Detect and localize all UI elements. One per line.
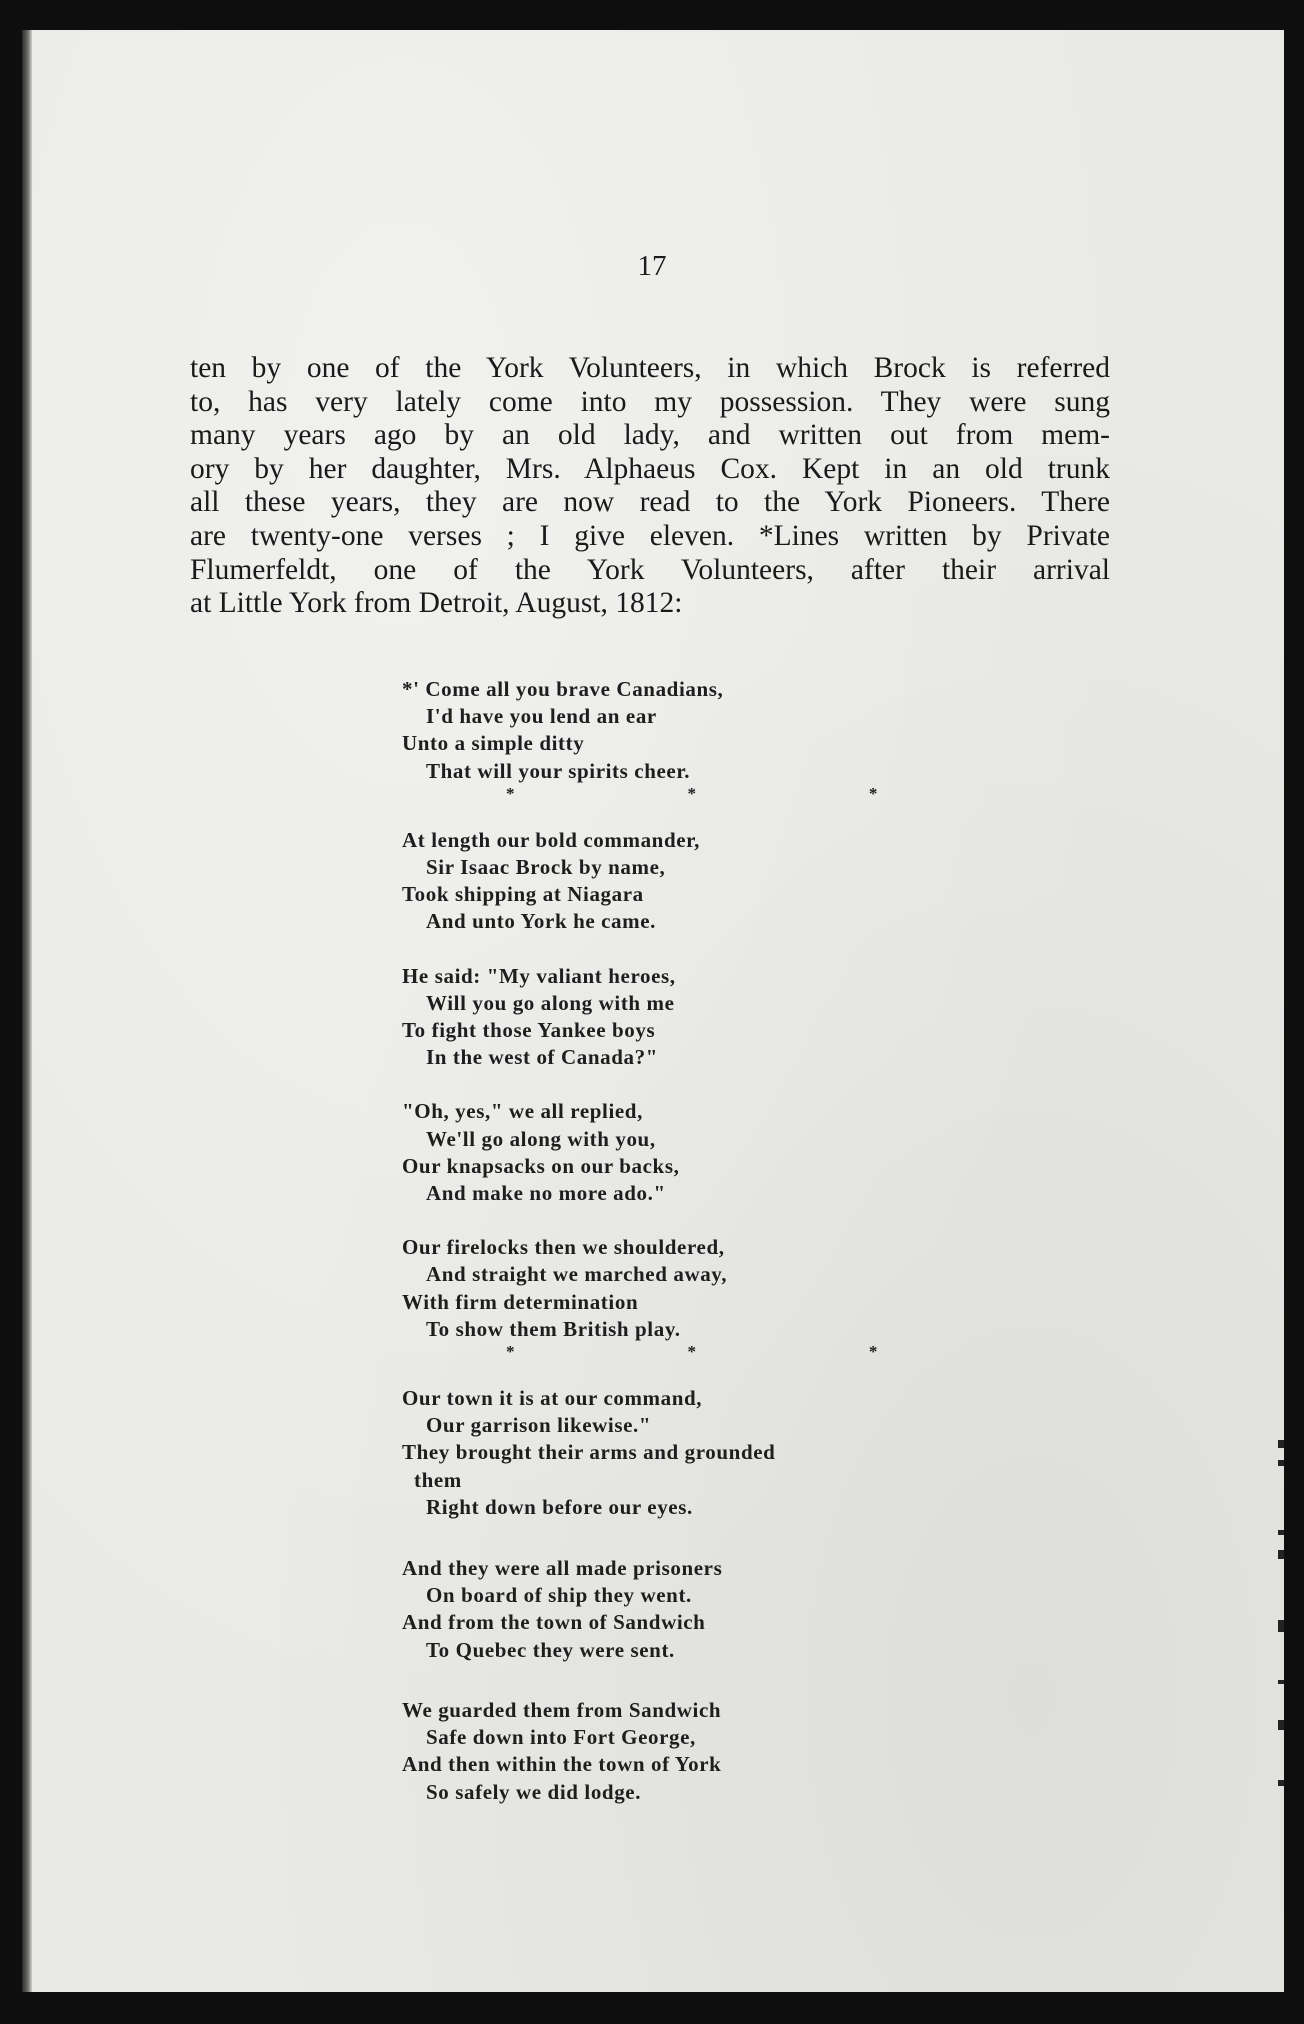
poem-line: That will your spirits cheer. <box>426 758 691 783</box>
poem-line: And they were all made prisoners <box>402 1556 723 1581</box>
poem-line: So safely we did lodge. <box>426 1779 642 1804</box>
poem-line: Our firelocks then we shouldered, <box>402 1235 725 1260</box>
page-number: 17 <box>637 250 667 282</box>
poem-line: them <box>414 1467 462 1492</box>
prose-line: at Little York from Detroit, August, 1812: <box>190 587 683 620</box>
stanza-break-asterisks <box>402 783 878 805</box>
poem-line: And then within the town of York <box>402 1752 722 1777</box>
poem-line: And from the town of Sandwich <box>402 1610 706 1635</box>
prose-line: all these years, they are now read to the York Pioneers. There <box>190 486 1110 519</box>
poem <box>402 676 922 1833</box>
poem-stanza <box>402 1385 922 1521</box>
poem-line: To show them British play. <box>426 1316 681 1341</box>
prose-line: many years ago by an old lady, and written out from mem- <box>190 419 1110 452</box>
poem-line: We'll go along with you, <box>426 1126 656 1151</box>
poem-line: With firm determination <box>402 1289 639 1314</box>
margin-scan-marks <box>1278 1440 1290 1840</box>
poem-stanza <box>402 963 922 1072</box>
poem-line: In the west of Canada?" <box>426 1045 658 1070</box>
asterisk: * <box>506 783 516 803</box>
prose-line: ory by her daughter, Mrs. Alphaeus Cox. Kept in an old trunk <box>190 452 1110 485</box>
poem-line: Unto a simple ditty <box>402 731 585 756</box>
prose-line: to, has very lately come into my possession. They were sung <box>190 385 1110 418</box>
poem-line: *' Come all you brave Canadians, <box>402 677 724 701</box>
asterisk: * <box>687 783 697 803</box>
poem-line: And make no more ado." <box>426 1181 666 1206</box>
poem-line: Right down before our eyes. <box>426 1494 693 1519</box>
stanza-break-asterisks <box>402 1341 878 1363</box>
poem-line: Safe down into Fort George, <box>426 1725 696 1750</box>
poem-line: At length our bold commander, <box>402 827 701 852</box>
poem-stanza <box>402 676 922 805</box>
poem-line: We guarded them from Sandwich <box>402 1697 722 1722</box>
poem-line: And straight we marched away, <box>426 1262 728 1287</box>
prose-line: ten by one of the York Volunteers, in which Brock is referred <box>190 352 1110 384</box>
poem-line: And unto York he came. <box>426 909 657 934</box>
poem-line: Our knapsacks on our backs, <box>402 1153 680 1178</box>
poem-line: Will you go along with me <box>426 990 675 1015</box>
poem-line: To fight those Yankee boys <box>402 1018 656 1043</box>
poem-line: He said: "My valiant heroes, <box>402 963 676 988</box>
poem-line: To Quebec they were sent. <box>426 1637 675 1662</box>
poem-line: Sir Isaac Brock by name, <box>426 855 666 880</box>
asterisk: * <box>687 1342 697 1362</box>
poem-stanza <box>402 1098 922 1207</box>
asterisk: * <box>506 1342 516 1362</box>
poem-stanza <box>402 1555 922 1664</box>
poem-line: On board of ship they went. <box>426 1583 692 1608</box>
asterisk: * <box>868 783 878 803</box>
prose-line: are twenty-one verses ; I give eleven. *Lines written by Private <box>190 519 1110 552</box>
poem-line: Our garrison likewise." <box>426 1413 652 1438</box>
poem-line: I'd have you lend an ear <box>426 704 657 729</box>
poem-line: Our town it is at our command, <box>402 1386 703 1411</box>
poem-stanza <box>402 827 922 936</box>
poem-line: They brought their arms and grounded <box>402 1440 776 1465</box>
poem-line: "Oh, yes," we all replied, <box>402 1099 643 1124</box>
poem-stanza <box>402 1234 922 1363</box>
prose-line: Flumerfeldt, one of the York Volunteers, after their arrival <box>190 553 1110 586</box>
asterisk: * <box>868 1342 878 1362</box>
book-spine-shadow <box>22 30 32 1992</box>
poem-stanza <box>402 1697 922 1806</box>
prose-paragraph <box>190 352 1110 621</box>
poem-line: Took shipping at Niagara <box>402 882 644 907</box>
